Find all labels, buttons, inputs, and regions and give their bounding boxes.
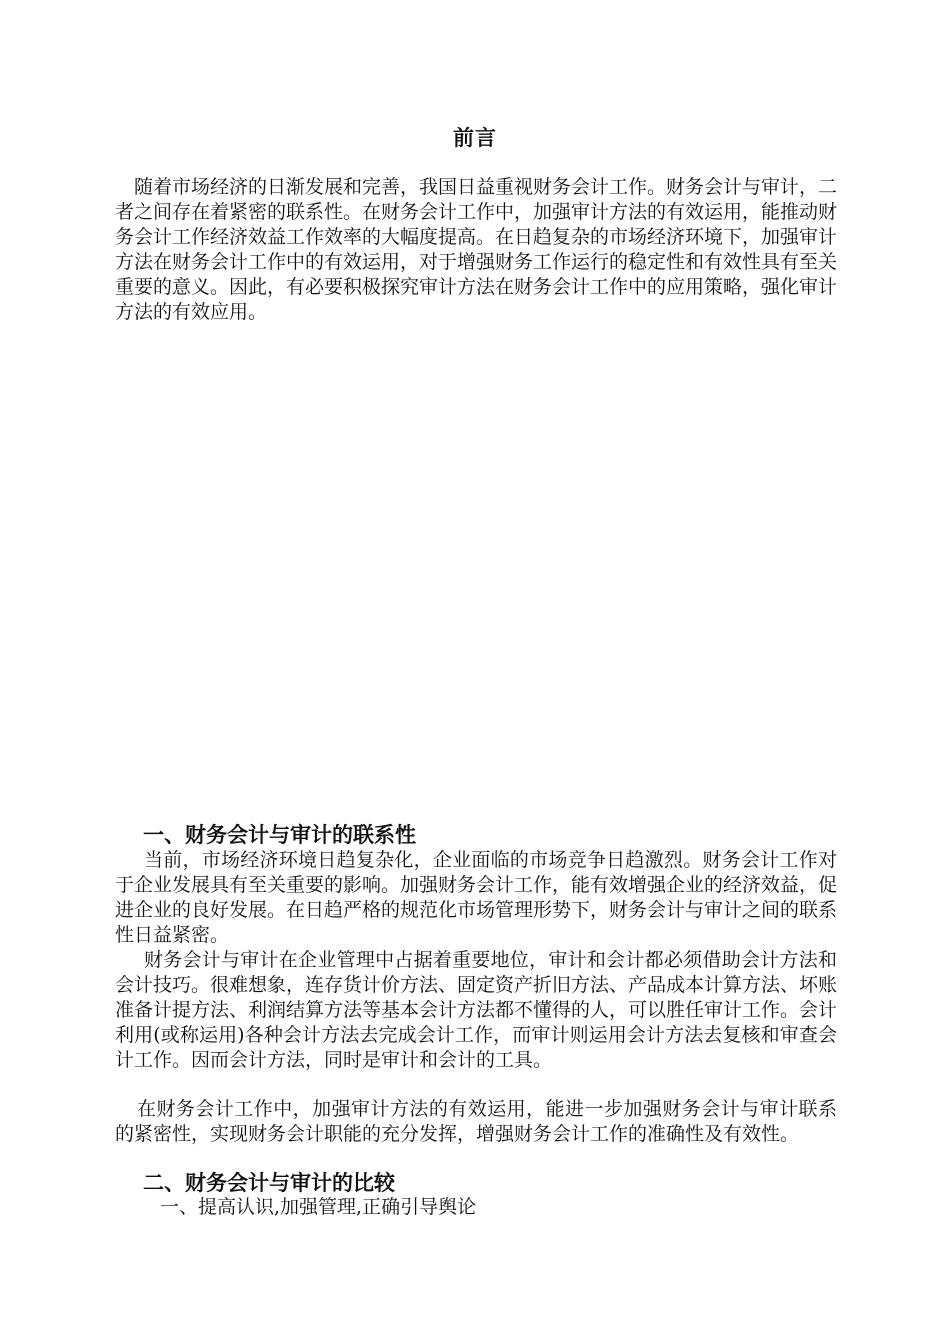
document-title: 前言 bbox=[453, 126, 497, 150]
section-1-paragraph-3: 在财务会计工作中，加强审计方法的有效运用，能进一步加强财务会计与审计联系的紧密性，实现财务会计职能的充分发挥，增强财务会计工作的准确性及有效性。 bbox=[115, 1098, 837, 1145]
section-1-paragraph-2: 财务会计与审计在企业管理中占据着重要地位，审计和会计都必须借助会计方法和会计技巧。很难想象，连存货计价方法、固定资产折旧方法、产品成本计算方法、坏账准备计提方法、利润结算方法等基本会计方法都不懂得的人，可以胜任审计工作。会计利用(或称运用)各种会计方法去完成会计工作，而审计则运用会计方法去复核和审查会计工作。因而会计方法，同时是审计和会计的工具。 bbox=[115, 949, 838, 1071]
intro-paragraph: 随着市场经济的日渐发展和完善，我国日益重视财务会计工作。财务会计与审计，二者之间存在着紧密的联系性。在财务会计工作中，加强审计方法的有效运用，能推动财务会计工作经济效益工作效率的大幅度提高。在日趋复杂的市场经济环境下，加强审计方法在财务会计工作中的有效运用，对于增强财务工作运行的稳定性和有效性具有至关重要的意义。因此，有必要积极探究审计方法在财务会计工作中的应用策略，强化审计方法的有效应用。 bbox=[115, 176, 838, 323]
section-2-heading: 二、财务会计与审计的比较 bbox=[143, 1171, 395, 1195]
section-2-subheading-1: 一、提高认识,加强管理,正确引导舆论 bbox=[160, 1196, 477, 1218]
section-1-paragraph-1: 当前，市场经济环境日趋复杂化，企业面临的市场竞争日趋激烈。财务会计工作对于企业发展具有至关重要的影响。加强财务会计工作，能有效增强企业的经济效益，促进企业的良好发展。在日趋严格的规范化市场管理形势下，财务会计与审计之间的联系性日益紧密。 bbox=[115, 849, 838, 946]
section-1-heading: 一、财务会计与审计的联系性 bbox=[143, 823, 416, 847]
